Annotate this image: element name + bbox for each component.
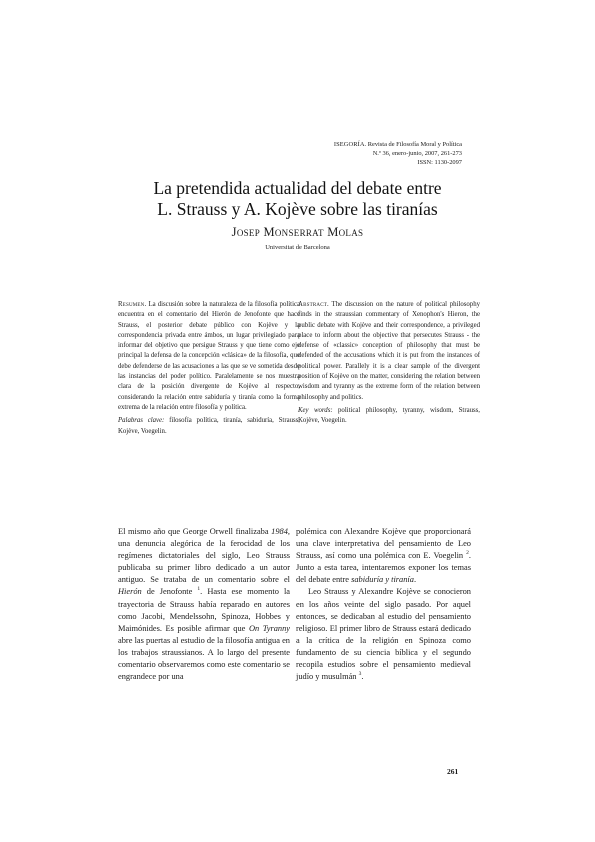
body-paragraph	[118, 526, 290, 683]
keywords-spanish	[118, 416, 300, 437]
body-text: El mismo año que George Orwell finalizaba	[118, 527, 272, 536]
journal-issue: N.º 36, enero-junio, 2007, 261-273	[372, 150, 462, 157]
abstract-english	[298, 300, 480, 427]
journal-issn: ISSN: 1130-2097	[417, 159, 462, 166]
journal-subtitle: . Revista de Filosofía Moral y Política	[364, 141, 462, 148]
abstract-spanish-text: La discusión sobre la naturaleza de la filosofía política encuentra en el comentario del Hierón de Jenofonte que hace Strauss, el posterior debate público con Kojève y la correspondencia privada entre ámbos, un lugar privilegiado para informar del objetivo que persigue Strauss y que tiene como eje principal la defensa de la concepción «clásica» de la filosofía, que debe defenderse de las acusaciones a las que se ve sometida desde las instancias del poder político. Paralelamente se nos muestra clara de la posición divergente de Kojève al respecto, considerando la relación entre sabiduría y tiranía como la forma extrema de la relación entre filosofía y política.	[118, 301, 300, 411]
body-paragraph	[296, 526, 471, 586]
keywords-spanish-text: filosofía política, tiranía, sabiduría, Strauss, Kojève, Voegelin.	[118, 417, 300, 435]
keywords-english-text: political philosophy, tyranny, wisdom, Strauss, Kojève, Voegelin.	[298, 406, 480, 425]
body-emphasis: Hierón	[118, 587, 142, 597]
abstract-english-body	[298, 300, 480, 403]
body-text: , una denuncia alegórica de la ferocidad de los regímenes dictatoriales del siglo, Leo Strauss publicaba su primer libro dedicado a un autor antiguo. Se trataba de un comentario sobre el	[118, 527, 290, 585]
article-title-line-1: La pretendida actualidad del debate entre	[153, 178, 442, 198]
article-title-line-2: L. Strauss y A. Kojève sobre las tiranías	[157, 199, 438, 219]
footnote-ref[interactable]: 3	[358, 671, 362, 678]
body-emphasis: sabiduría y tiranía	[351, 575, 414, 585]
abstract-spanish-label: Resumen.	[118, 301, 147, 308]
keywords-spanish-label: Palabras clave:	[118, 417, 165, 425]
author-affiliation: Universitat de Barcelona	[265, 244, 330, 251]
body-text: de Jenofonte	[141, 587, 198, 597]
body-text: . Hasta ese momento la trayectoria de Strauss había reparado en autores como Jacobi, Mendelssohn, Spinoza, Hobbes y Maimónides. Es posible afirmar que	[118, 587, 290, 633]
body-text: . Junto a esta tarea, intentaremos exponer los temas del debate entre	[296, 551, 471, 585]
body-emphasis: On Tyranny	[248, 623, 290, 633]
footnote-ref[interactable]: 1	[197, 586, 201, 593]
body-text: abre las puertas al estudio de la filosofía antigua en los trabajos straussianos. A lo largo del presente comentario observaremos como este comentario se engrandece por una	[118, 635, 290, 682]
journal-name: ISEGORÍA	[333, 141, 365, 148]
journal-header	[334, 140, 462, 167]
keywords-english-label: Key words:	[298, 406, 333, 414]
body-paragraph	[296, 586, 471, 683]
journal-line-title	[334, 140, 462, 149]
author-name: Josep Monserrat Molas	[231, 225, 364, 239]
abstract-english-text: The discussion on the nature of political philosophy finds in the straussian commentary of Xenophon's Hieron, the public debate with Kojève and their correspondence, a privileged place to inform about the objective that persecutes Strauss - the defense of «classic» conception of philosophy that must be defended of the accusations which it is put from the instances of political power. Parallely it is a clear sample of the divergent position of Kojève on the matter, considering the relation between wisdom and tyranny as the extreme form of the relation between philosophy and politics.	[298, 301, 480, 401]
abstract-spanish	[118, 300, 300, 437]
body-text: .	[413, 575, 417, 585]
body-text: Leo Strauss y Alexandre Kojève se conocieron en los años veinte del siglo pasado. Por aquel entonces, se dedicaban al estudio del pensamiento religioso. El primer libro de Strauss estará dedicado a la crítica de la religión en Spinoza como fundamento de su ciencia bíblica y el segundo recopila estudios sobre el pensamiento medieval judío y musulmán	[296, 587, 471, 682]
body-text: polémica con Alexandre Kojève que proporcionará una clave interpretativa del pensamiento de Leo Strauss, así como una polémica con E. Voegelin	[296, 527, 471, 561]
body-text: .	[361, 672, 364, 682]
body-column-right	[296, 526, 471, 683]
page-number: 261	[447, 767, 459, 776]
body-column-left	[118, 526, 290, 683]
article-title	[0, 178, 595, 220]
keywords-english	[298, 406, 480, 427]
footnote-ref[interactable]: 2	[466, 550, 469, 557]
abstract-english-label: Abstract.	[298, 301, 329, 308]
abstract-spanish-body	[118, 300, 300, 413]
body-emphasis: 1984	[271, 527, 288, 536]
